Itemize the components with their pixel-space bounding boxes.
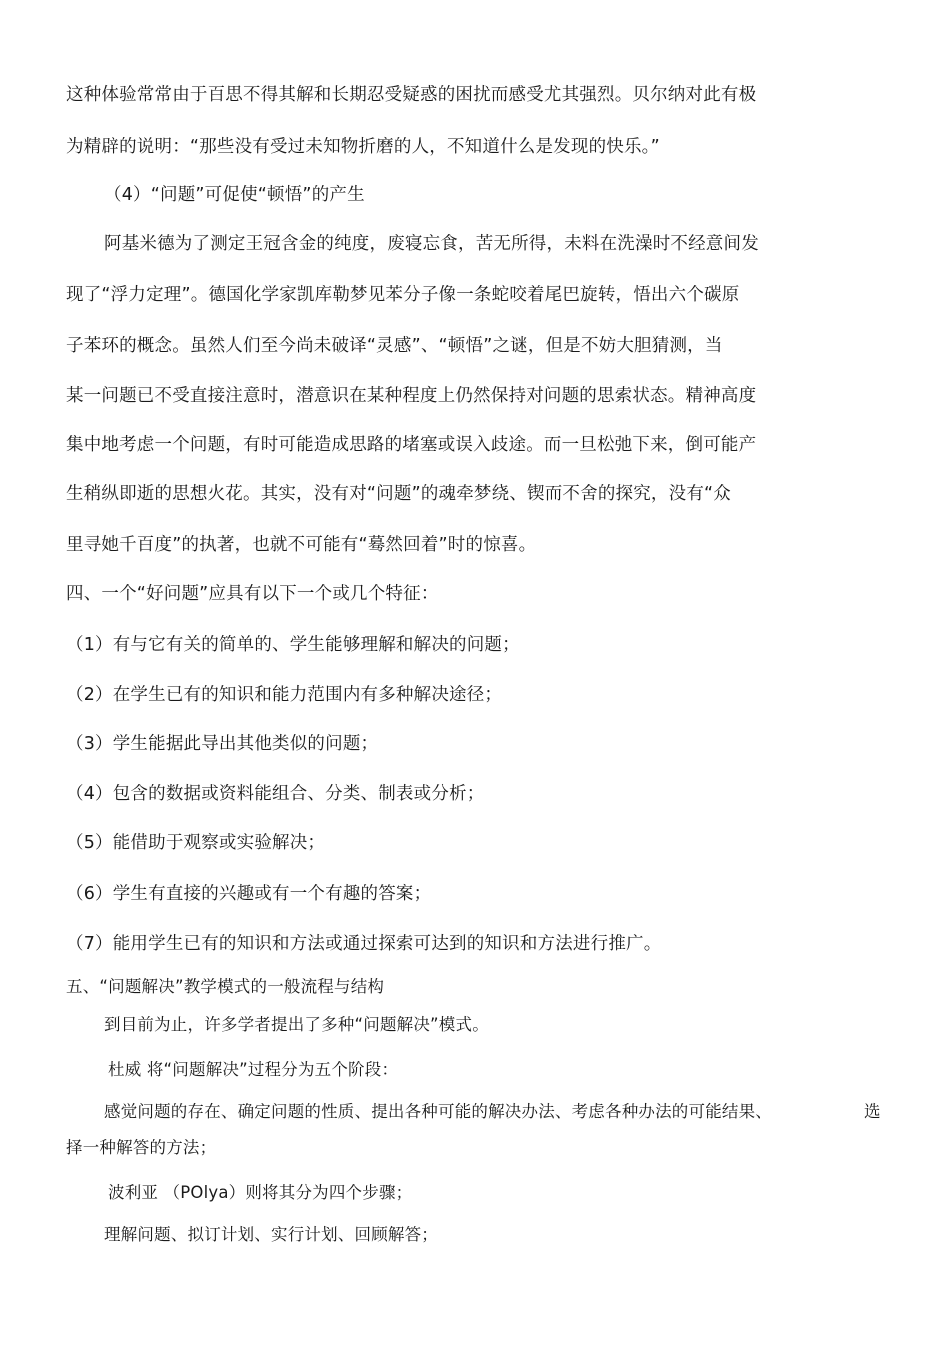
subsection-4-line-7: 里寻她千百度”的执著，也就不可能有“蓦然回着”时的惊喜。 — [66, 535, 537, 555]
subsection-4-line-4: 某一问题已不受直接注意时，潜意识在某种程度上仍然保持对问题的思索状态。精神高度 — [66, 386, 757, 406]
subsection-4-line-6: 生稍纵即逝的思想火花。其实，没有对“问题”的魂牵梦绕、锲而不舍的探究，没有“众 — [66, 484, 731, 504]
subsection-4-heading: （4）“问题”可促使“顿悟”的产生 — [104, 185, 365, 205]
dewey-intro: 杜威 将“问题解决”过程分为五个阶段： — [108, 1060, 399, 1079]
continuation-line-1: 这种体验常常由于百思不得其解和长期忍受疑惑的困扰而感受尤其强烈。贝尔纳对此有极 — [66, 85, 757, 105]
section-4-item-4: （4）包含的数据或资料能组合、分类、制表或分析； — [66, 784, 485, 804]
polya-intro: 波利亚 （POlya）则将其分为四个步骤； — [108, 1183, 413, 1202]
subsection-4-line-3: 子苯环的概念。虽然人们至今尚未破译“灵感”、“顿悟”之谜，但是不妨大胆猜测，当 — [66, 336, 723, 356]
section-4-item-2: （2）在学生已有的知识和能力范围内有多种解决途径； — [66, 685, 503, 705]
dewey-stages-line-2: 择一种解答的方法； — [66, 1138, 217, 1157]
section-5-intro: 到目前为止，许多学者提出了多种“问题解决”模式。 — [104, 1015, 489, 1034]
dewey-stages-line-1: 感觉问题的存在、确定问题的性质、提出各种可能的解决办法、考虑各种办法的可能结果、 — [104, 1102, 772, 1121]
dewey-stages-line-1-tail: 选 — [864, 1102, 881, 1121]
section-4-item-6: （6）学生有直接的兴趣或有一个有趣的答案； — [66, 884, 432, 904]
subsection-4-line-1: 阿基米德为了测定王冠含金的纯度，废寝忘食，苦无所得，未料在洗澡时不经意间发 — [104, 234, 759, 254]
section-4-heading: 四、一个“好问题”应具有以下一个或几个特征： — [66, 584, 439, 604]
subsection-4-line-2: 现了“浮力定理”。德国化学家凯库勒梦见苯分子像一条蛇咬着尾巴旋转，悟出六个碳原 — [66, 285, 740, 305]
section-4-item-5: （5）能借助于观察或实验解决； — [66, 833, 326, 853]
polya-steps: 理解问题、拟订计划、实行计划、回顾解答； — [104, 1225, 438, 1244]
subsection-4-line-5: 集中地考虑一个问题，有时可能造成思路的堵塞或误入歧途。而一旦松弛下来，倒可能产 — [66, 435, 757, 455]
continuation-line-2: 为精辟的说明：“那些没有受过未知物折磨的人，不知道什么是发现的快乐。” — [66, 137, 660, 157]
section-5-heading: 五、“问题解决”教学模式的一般流程与结构 — [66, 977, 385, 996]
section-4-item-1: （1）有与它有关的简单的、学生能够理解和解决的问题； — [66, 635, 520, 655]
section-4-item-7: （7）能用学生已有的知识和方法或通过探索可达到的知识和方法进行推广。 — [66, 934, 662, 954]
section-4-item-3: （3）学生能据此导出其他类似的问题； — [66, 734, 379, 754]
